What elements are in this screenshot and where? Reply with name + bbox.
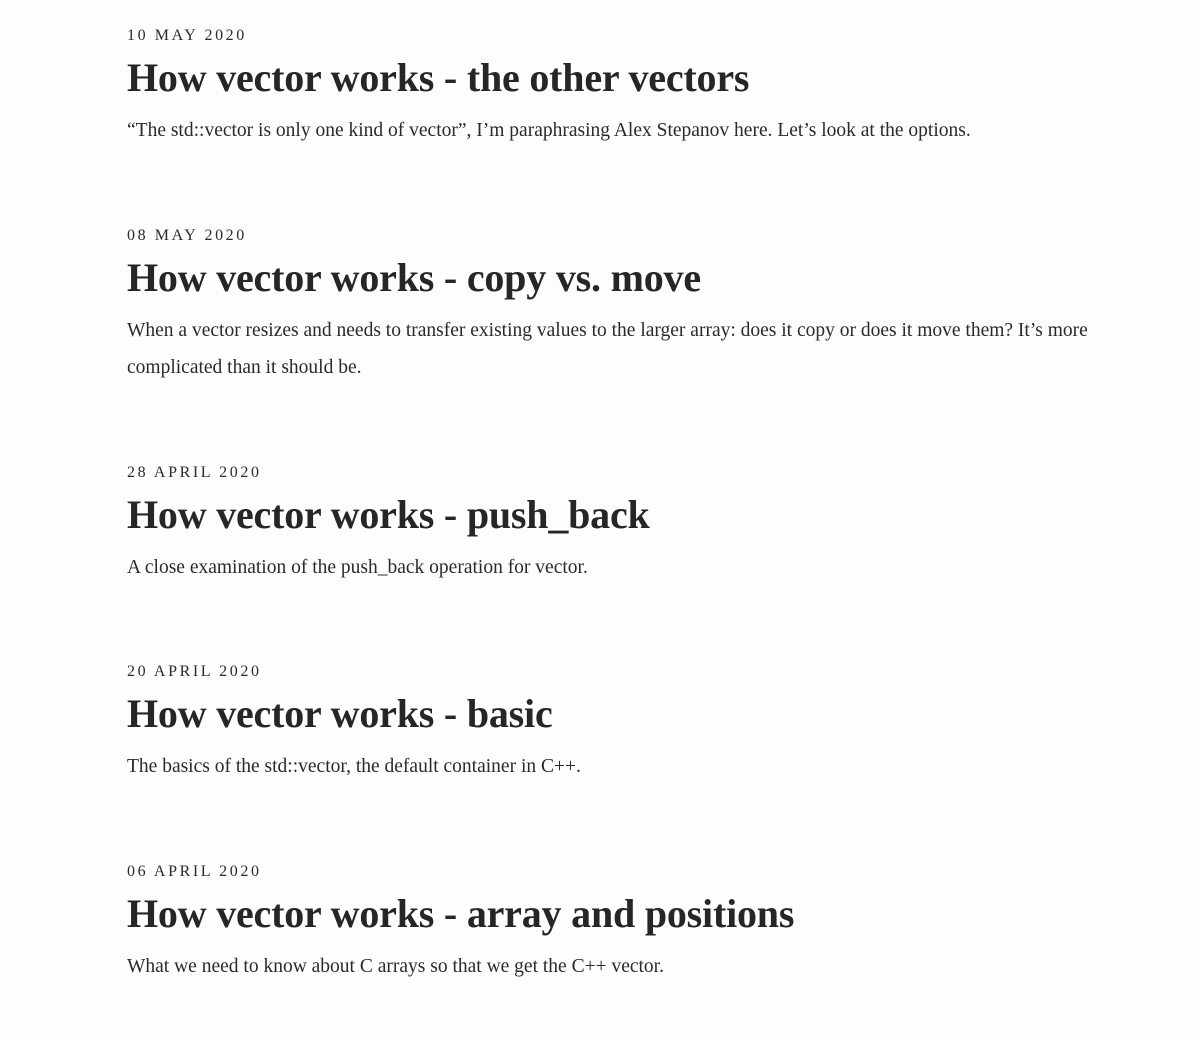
post-excerpt: What we need to know about C arrays so that we get the C++ vector. xyxy=(127,956,664,977)
post-item xyxy=(127,26,1127,149)
post-date: 06 APRIL 2020 xyxy=(127,863,262,880)
post-date: 20 APRIL 2020 xyxy=(127,663,262,680)
post-item xyxy=(127,662,1127,785)
post-date: 08 MAY 2020 xyxy=(127,227,247,244)
post-date: 10 MAY 2020 xyxy=(127,27,247,44)
post-item xyxy=(127,463,1127,586)
post-excerpt: When a vector resizes and needs to transfer existing values to the larger array: does it copy or does it move them? It’s more complicated than it should be. xyxy=(127,320,1088,378)
post-title-link[interactable]: How vector works - array and positions xyxy=(127,891,795,936)
post-excerpt: The basics of the std::vector, the default container in C++. xyxy=(127,756,581,777)
post-title-link[interactable]: How vector works - copy vs. move xyxy=(127,255,701,300)
post-title-link[interactable]: How vector works - push_back xyxy=(127,492,650,537)
post-item xyxy=(127,226,1127,386)
post-title-link[interactable]: How vector works - basic xyxy=(127,691,553,736)
post-date: 28 APRIL 2020 xyxy=(127,464,262,481)
post-item xyxy=(127,862,1127,985)
post-excerpt: “The std::vector is only one kind of vector”, I’m paraphrasing Alex Stepanov here. Let’s look at the options. xyxy=(127,120,971,141)
post-excerpt: A close examination of the push_back operation for vector. xyxy=(127,557,588,578)
post-title-link[interactable]: How vector works - the other vectors xyxy=(127,55,750,100)
